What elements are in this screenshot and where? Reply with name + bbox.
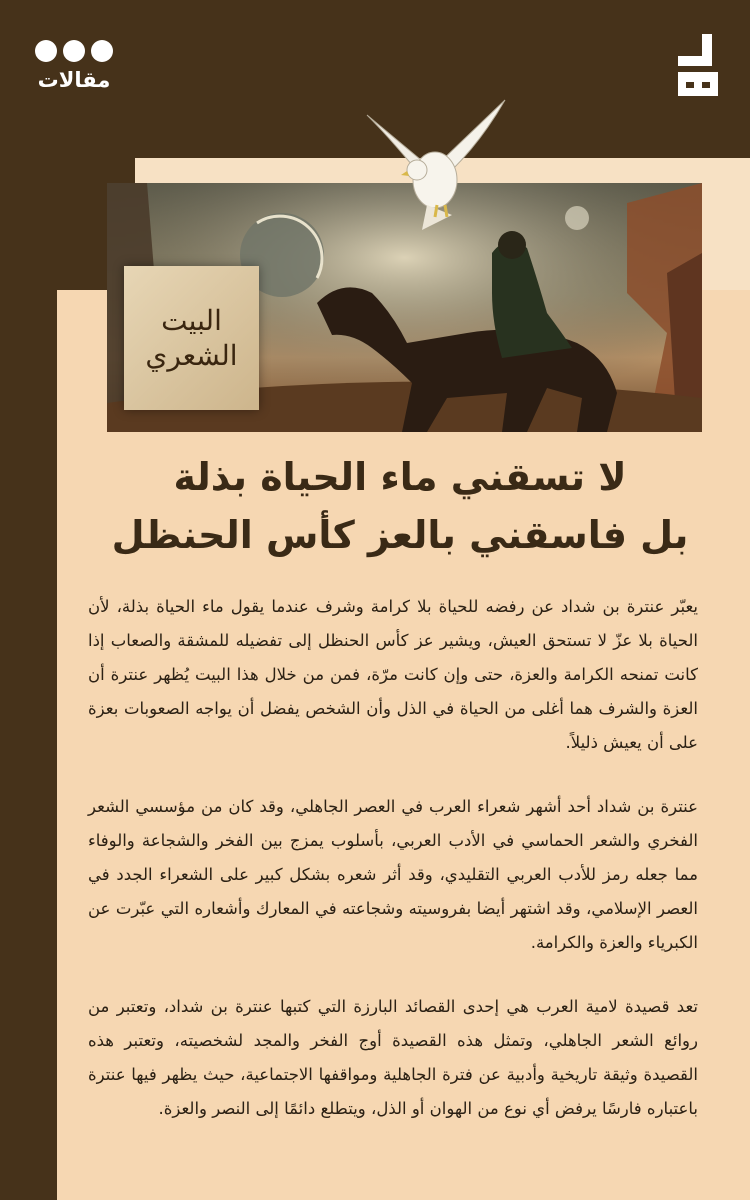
verse-title (70, 448, 730, 564)
verse-line2: بل فاسقني بالعز كأس الحنظل (111, 513, 689, 557)
three-dots-icon (32, 40, 116, 62)
falcon-icon (357, 95, 507, 235)
badge-line2: الشعري (145, 339, 238, 372)
paragraph-3: تعد قصيدة لامية العرب هي إحدى القصائد البارزة التي كتبها عنترة بن شداد، وتعتبر من روائع الشعر الجاهلي، وتمثل هذه القصيدة أوج الفخر والمجد لشخصيته، وتعتبر هذه القصيدة وثيقة تاريخية وأدبية عن فترة الجاهلية ومواقفها الاجتماعية، حيث يظهر فيها عنترة باعتباره فارسًا يرفض أي نوع من الهوان أو الذل، ويتطلع دائمًا إلى النصر والعزة. (88, 997, 698, 1118)
section-badge (124, 266, 259, 410)
article-body (88, 590, 698, 1156)
articles-logo[interactable] (32, 40, 116, 100)
brand-mark-icon[interactable] (672, 32, 724, 100)
badge-line1: البيت (161, 304, 222, 337)
articles-label: مقالات (37, 68, 111, 92)
paragraph-2: عنترة بن شداد أحد أشهر شعراء العرب في العصر الجاهلي، وقد كان من مؤسسي الشعر الفخري والشعر الحماسي في الأدب العربي، بأسلوب يمزج بين الفخر والشجاعة والوفاء مما جعله رمز للأدب العربي التقليدي، وقد أثر شعره بشكل كبير على الشعراء الجدد في العصر الإسلامي، وقد اشتهر أيضا بفروسيته وشجاعته في المعارك وأشعاره التي عبّرت عن الكبرياء والعزة والكرامة. (88, 797, 698, 952)
verse-line1: لا تسقني ماء الحياة بذلة (173, 455, 627, 499)
paragraph-1: يعبّر عنترة بن شداد عن رفضه للحياة بلا كرامة وشرف عندما يقول ماء الحياة بذلة، لأن الحياة بلا عزّ لا تستحق العيش، ويشير عز كأس الحنظل إلى تفضيله للمشقة والصعاب إذا كانت تمنحه الكرامة والعزة، حتى وإن كانت مرّة، فمن من خلال هذا البيت يُظهر عنترة أن العزة والشرف هما أغلى من الحياة في الذل وأن الشخص يفضل أن يواجه الصعوبات بعزة على أن يعيش ذليلاً. (88, 597, 698, 752)
